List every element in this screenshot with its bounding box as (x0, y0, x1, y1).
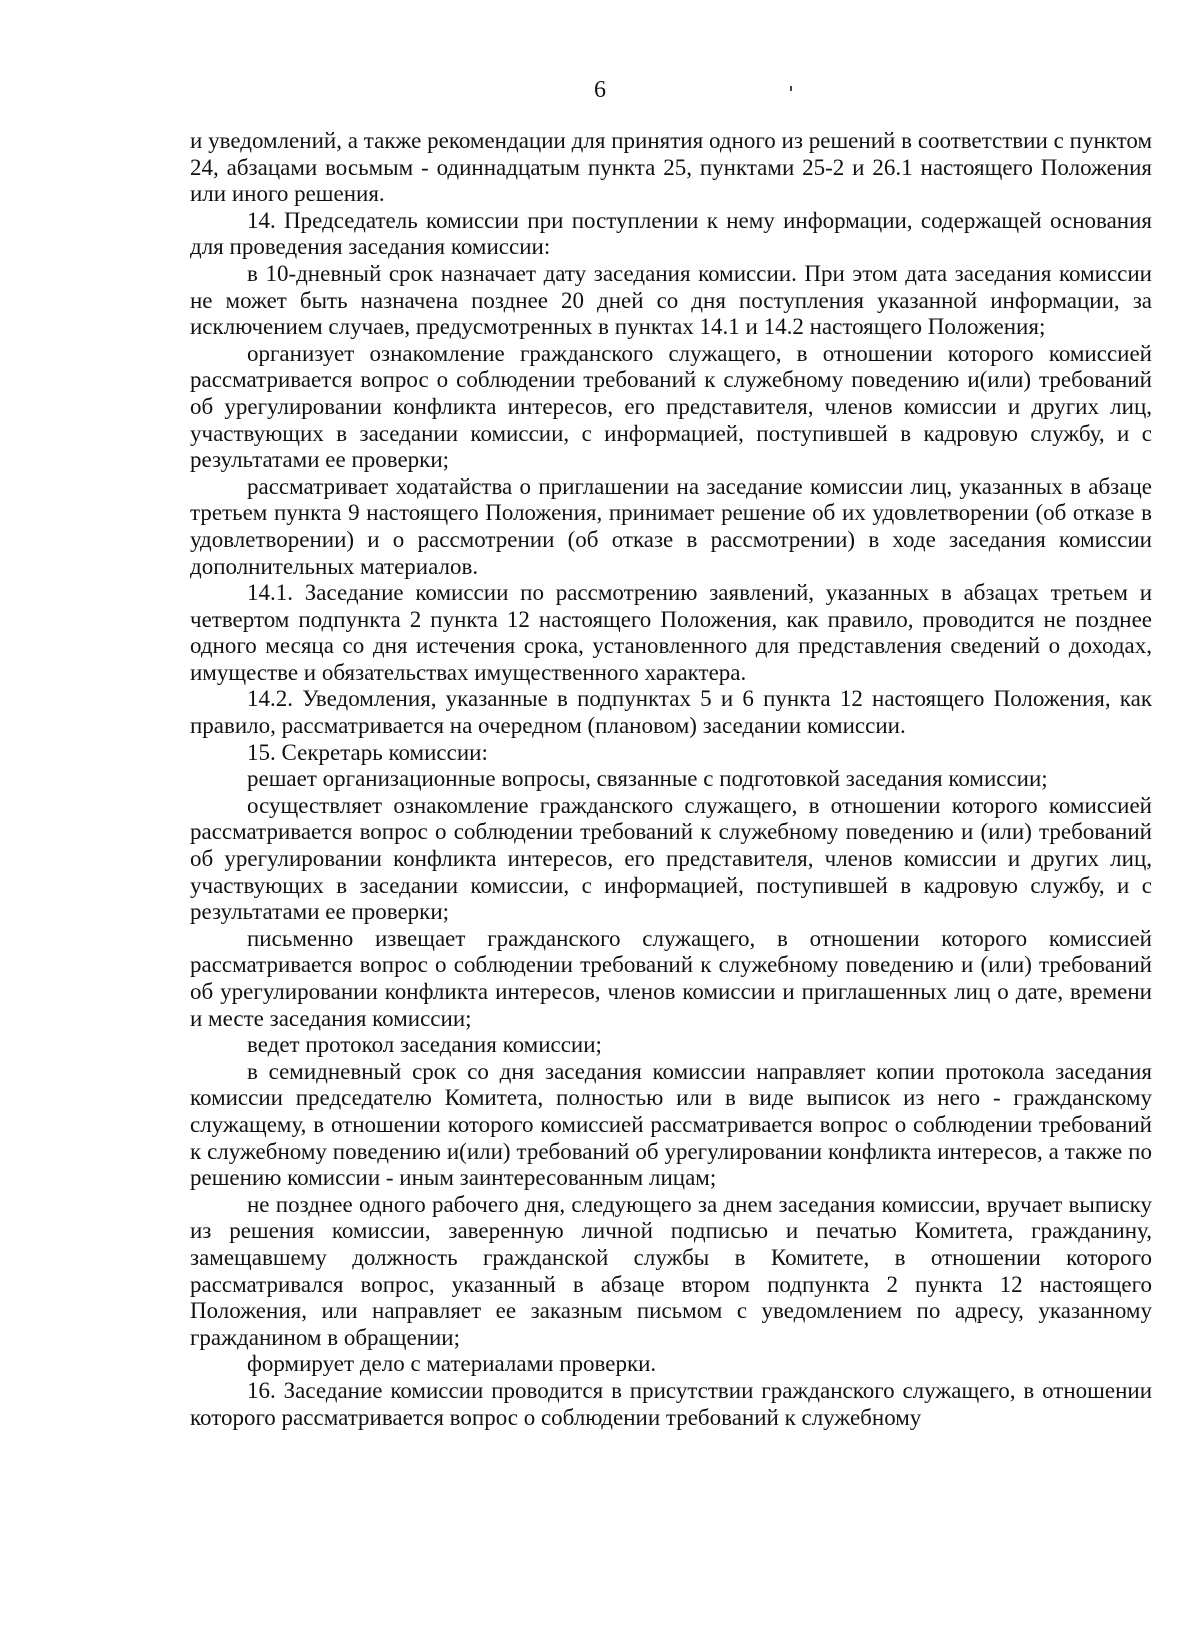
paragraph: 14.2. Уведомления, указанные в подпунктах 5 и 6 пункта 12 настоящего Положения, как правило, рассматривается на очередном (плановом) заседании комиссии. (190, 686, 1152, 739)
paragraph: письменно извещает гражданского служащего, в отношении которого комиссией рассматривается вопрос о соблюдении требований к служебному поведению и (или) требований об урегулировании конфликта интересов, членов комиссии и приглашенных лиц о дате, времени и месте заседания комиссии; (190, 925, 1152, 1031)
page-number: 6 (594, 77, 606, 103)
paragraph: и уведомлений, а также рекомендации для принятия одного из решений в соответствии с пунктом 24, абзацами восьмым - одиннадцатым пункта 25, пунктами 25-2 и 26.1 настоящего Положения или иного решения. (190, 128, 1152, 207)
paragraph: не позднее одного рабочего дня, следующего за днем заседания комиссии, вручает выписку из решения комиссии, заверенную личной подписью и печатью Комитета, гражданину, замещавшему должность гражданской службы в Комитете, в отношении которого рассматривался вопрос, указанный в абзаце втором подпункта 2 пункта 12 настоящего Положения, или направляет ее заказным письмом с уведомлением по адресу, указанному гражданином в обращении; (190, 1191, 1152, 1350)
paragraph: 14. Председатель комиссии при поступлении к нему информации, содержащей основания для проведения заседания комиссии: (190, 207, 1152, 260)
paragraph: осуществляет ознакомление гражданского служащего, в отношении которого комиссией рассматривается вопрос о соблюдении требований к служебному поведению и (или) требований об урегулировании конфликта интересов, его представителя, членов комиссии и других лиц, участвующих в заседании комиссии, с информацией, поступившей в кадровую службу, и с результатами ее проверки; (190, 792, 1152, 925)
paragraph: рассматривает ходатайства о приглашении на заседание комиссии лиц, указанных в абзаце третьем пункта 9 настоящего Положения, принимает решение об их удовлетворении (об отказе в удовлетворении) и о рассмотрении (об отказе в рассмотрении) в ходе заседания комиссии дополнительных материалов. (190, 473, 1152, 579)
paragraph: 14.1. Заседание комиссии по рассмотрению заявлений, указанных в абзацах третьем и четвертом подпункта 2 пункта 12 настоящего Положения, как правило, проводится не позднее одного месяца со дня истечения срока, установленного для представления сведений о доходах, имуществе и обязательствах имущественного характера. (190, 580, 1152, 685)
paragraph: в семидневный срок со дня заседания комиссии направляет копии протокола заседания комиссии председателю Комитета, полностью или в виде выписок из него - гражданскому служащему, в отношении которого комиссией рассматривается вопрос о соблюдении требований к служебному поведению и(или) требований об урегулировании конфликта интересов, а также по решению комиссии - иным заинтересованным лицам; (190, 1058, 1152, 1191)
paragraph: 15. Секретарь комиссии: (247, 739, 488, 765)
paragraph: организует ознакомление гражданского служащего, в отношении которого комиссией рассматривается вопрос о соблюдении требований к служебному поведению и(или) требований об урегулировании конфликта интересов, его представителя, членов комиссии и других лиц, участвующих в заседании комиссии, с информацией, поступившей в кадровую службу, и с результатами ее проверки; (190, 340, 1152, 473)
scan-speck (790, 86, 792, 91)
paragraph: в 10-дневный срок назначает дату заседания комиссии. При этом дата заседания комиссии не может быть назначена позднее 20 дней со дня поступления указанной информации, за исключением случаев, предусмотренных в пунктах 14.1 и 14.2 настоящего Положения; (190, 260, 1152, 340)
paragraph: решает организационные вопросы, связанные с подготовкой заседания комиссии; (247, 766, 1048, 792)
paragraph: 16. Заседание комиссии проводится в присутствии гражданского служащего, в отношении которого рассматривается вопрос о соблюдении требований к служебному (190, 1377, 1152, 1430)
document-body (190, 128, 1152, 1431)
paragraph: ведет протокол заседания комиссии; (247, 1032, 602, 1058)
paragraph: формирует дело с материалами проверки. (247, 1351, 657, 1377)
